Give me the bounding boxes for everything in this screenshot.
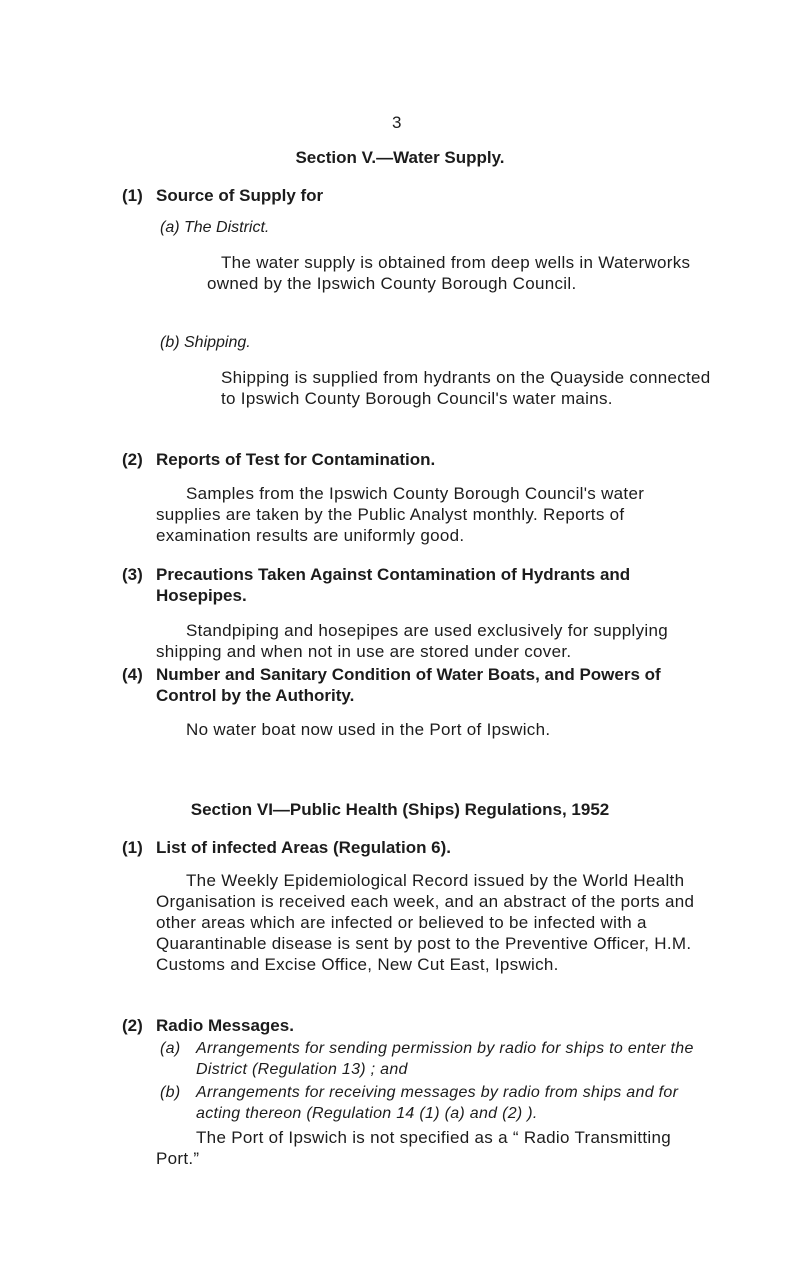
s5-item2-title: Reports of Test for Contamination. <box>156 450 436 469</box>
s5-item4-title: Number and Sanitary Condition of Water Boats, and Powers of Control by the Authority. <box>156 665 661 705</box>
s5-item4-text: No water boat now used in the Port of Ipswich. <box>186 720 551 739</box>
s6-item1-text: The Weekly Epidemiological Record issued by the World Health Organisation is received each week, and an abstract of the ports and other areas which are infected or believed to be infected with a Quarantinable disease is sent by post to the Preventive Officer, H.M. Customs and Excise Office, New Cut East, Ipswich. <box>156 871 695 974</box>
s5-item1-title: Source of Supply for <box>156 186 324 205</box>
s6-item2-number: (2) <box>122 1016 143 1035</box>
s6-item2-title: Radio Messages. <box>156 1016 294 1035</box>
s6-item2-heading <box>122 1015 722 1036</box>
s5-item2-heading <box>122 449 722 470</box>
s6-item2-sub-a-text: Arrangements for sending permission by radio for ships to enter the District (Regulation 13) ; and <box>196 1040 694 1078</box>
s6-item1-title: List of infected Areas (Regulation 6). <box>156 838 452 857</box>
s5-item1-sub-a-text: The water supply is obtained from deep wells in Waterworks owned by the Ipswich County Borough Council. <box>207 253 691 293</box>
s6-item2-sub-b-label: (b) <box>160 1084 181 1101</box>
page-number: 3 <box>392 113 402 132</box>
s6-item2-text: The Port of Ipswich is not specified as a “ Radio Transmitting Port.” <box>156 1128 671 1168</box>
s6-item2-sub-b-text: Arrangements for receiving messages by radio from ships and for acting thereon (Regulation 14 (1) (a) and (2) ). <box>196 1084 679 1122</box>
s5-item2-text: Samples from the Ipswich County Borough Council's water supplies are taken by the Public Analyst monthly. Reports of examination results are uniformly good. <box>156 484 645 545</box>
s5-item3-number: (3) <box>122 565 143 584</box>
s5-item1-sub-a-label: (a) The District. <box>160 219 270 236</box>
s5-item4-heading <box>122 664 718 706</box>
s6-item1-heading <box>122 837 722 858</box>
s6-item2-sub-a <box>160 1038 716 1080</box>
s5-item1-sub-b-label: (b) Shipping. <box>160 334 251 351</box>
s5-item3-heading <box>122 564 718 606</box>
s5-item3-title: Precautions Taken Against Contamination of Hydrants and Hosepipes. <box>156 565 631 605</box>
s5-item2-number: (2) <box>122 450 143 469</box>
s5-item1-number: (1) <box>122 186 143 205</box>
s5-item4-number: (4) <box>122 665 143 684</box>
s5-item1-heading <box>122 185 722 206</box>
s5-item3-text: Standpiping and hosepipes are used exclusively for supplying shipping and when not in use are stored under cover. <box>156 621 669 661</box>
section-6-title: Section VI—Public Health (Ships) Regulations, 1952 <box>190 800 610 819</box>
s6-item2-sub-a-label: (a) <box>160 1040 181 1057</box>
s6-item1-number: (1) <box>122 838 143 857</box>
s5-item1-sub-b-text: Shipping is supplied from hydrants on the Quayside connected to Ipswich County Borough Council's water mains. <box>221 368 711 408</box>
s6-item2-sub-b <box>160 1082 716 1124</box>
section-5-title: Section V.—Water Supply. <box>295 148 505 167</box>
